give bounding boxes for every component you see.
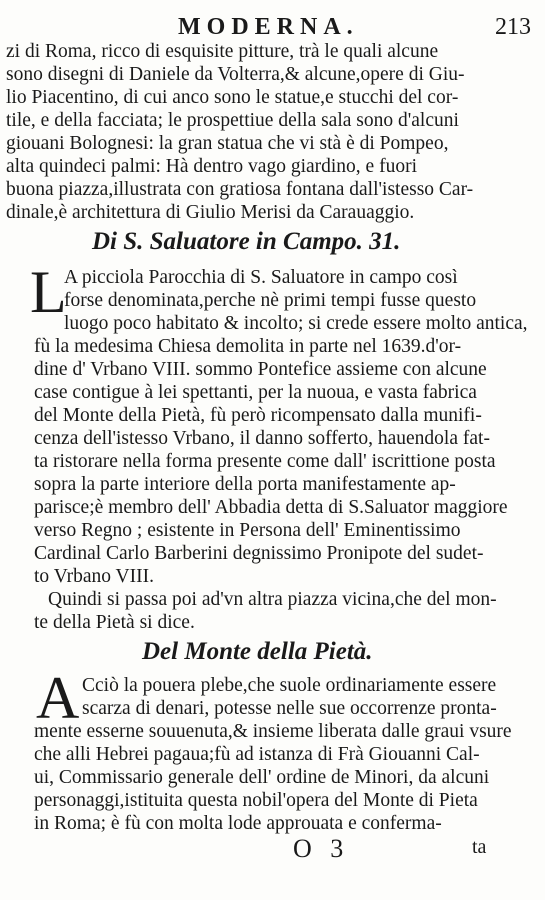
text-line: Quindi si passa poi ad'vn altra piazza vicina,che del mon- xyxy=(48,589,497,610)
text-line: personaggi,istituita questa nobil'opera del Monte di Pieta xyxy=(34,790,478,811)
text-line: buona piazza,illustrata con gratiosa fontana dall'istesso Car- xyxy=(6,179,474,200)
section-heading-saluatore: Di S. Saluatore in Campo. 31. xyxy=(92,228,401,255)
text-line: Cciò la pouera plebe,che suole ordinariamente essere xyxy=(82,675,497,696)
text-line: verso Regno ; esistente in Persona dell' Eminentissimo xyxy=(34,520,461,541)
signature-mark: O 3 xyxy=(293,834,350,863)
text-line: te della Pietà si dice. xyxy=(34,612,195,633)
text-line: ta ristorare nella forma presente come dall' iscrittione posta xyxy=(34,451,496,472)
text-line: to Vrbano VIII. xyxy=(34,566,154,587)
text-line: dine d' Vrbano VIII. sommo Pontefice assieme con alcune xyxy=(34,359,487,380)
running-title: MODERNA. xyxy=(178,14,359,40)
text-line: tile, e della facciata; le prospettiue della sala sono d'alcuni xyxy=(6,110,459,131)
text-line: che alli Hebrei pagaua;fù ad istanza di Frà Giouanni Cal- xyxy=(34,744,480,765)
text-line: fù la medesima Chiesa demolita in parte nel 1639.d'or- xyxy=(34,336,462,357)
drop-cap-a: A xyxy=(36,665,80,731)
text-line: lio Piacentino, di cui anco sono le statue,e stucchi del cor- xyxy=(6,87,459,108)
text-line: zi di Roma, ricco di esquisite pitture, trà le quali alcune xyxy=(6,41,439,62)
text-line: forse denominata,perche nè primi tempi fusse questo xyxy=(64,290,477,311)
text-line: dinale,è architettura di Giulio Merisi da Carauaggio. xyxy=(6,202,415,223)
text-line: sono disegni di Daniele da Volterra,& alcune,opere di Giu- xyxy=(6,64,465,85)
text-line: luogo poco habitato & incolto; si crede essere molto antica, xyxy=(64,313,528,334)
catchword: ta xyxy=(472,836,487,858)
text-line: case contigue à lei spettanti, per la nuoua, e vasta fabrica xyxy=(34,382,477,403)
text-line: A picciola Parocchia di S. Saluatore in campo così xyxy=(64,267,458,288)
page-header xyxy=(0,8,545,42)
text-line: Cardinal Carlo Barberini degnissimo Pronipote del sudet- xyxy=(34,543,484,564)
text-line: parisce;è membro dell' Abbadia detta di S.Saluator maggiore xyxy=(34,497,508,518)
text-line: del Monte della Pietà, fù però ricompensato dalla munifi- xyxy=(34,405,482,426)
text-line: giouani Bolognesi: la gran statua che vi stà è di Pompeo, xyxy=(6,133,449,154)
text-line: mente esserne souuenuta,& insieme liberata dalle graui vsure xyxy=(34,721,512,742)
text-line: in Roma; è fù con molta lode approuata e conferma- xyxy=(34,813,442,834)
text-line: cenza dell'istesso Vrbano, il danno sofferto, hauendola fat- xyxy=(34,428,490,449)
text-line: alta quindeci palmi: Hà dentro vago giardino, e fuori xyxy=(6,156,417,177)
text-line: sopra la parte interiore della porta manifestamente ap- xyxy=(34,474,456,495)
page-number: 213 xyxy=(495,14,531,40)
text-line: ui, Commissario generale dell' ordine de Minori, da alcuni xyxy=(34,767,490,788)
drop-cap-l: L xyxy=(30,259,67,325)
section-heading-monte-pieta: Del Monte della Pietà. xyxy=(142,638,373,665)
text-line: scarza di denari, potesse nelle sue occorrenze pronta- xyxy=(82,698,497,719)
